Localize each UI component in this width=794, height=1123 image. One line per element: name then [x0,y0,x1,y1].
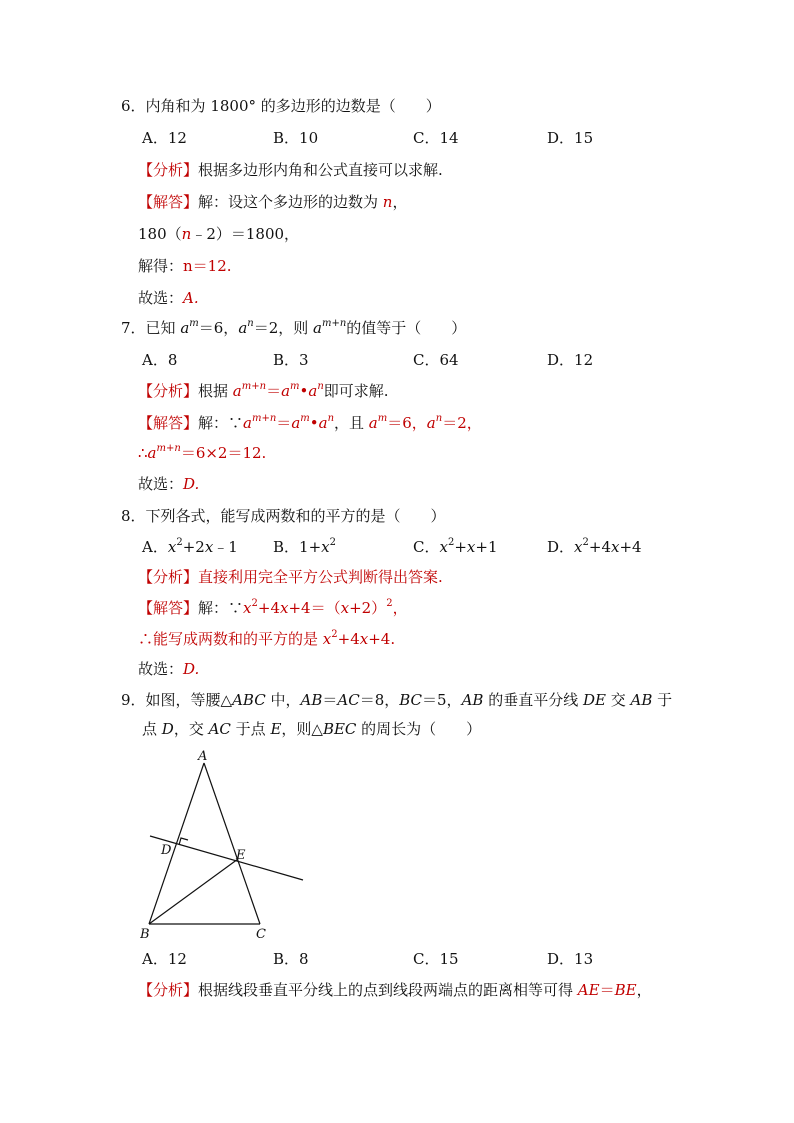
q9-analysis: 【分析】根据线段垂直平分线上的点到线段两端点的距离相等可得 AE＝BE， [138,981,652,999]
q7-answer: 故选：D. [138,475,200,493]
right-angle-mark [179,838,188,845]
vertex-label-a: A [198,749,208,764]
q8-answer: 故选：D. [138,660,200,678]
q7-option-a: A．8 [142,351,178,369]
q6-analysis: 【分析】根据多边形内角和公式直接可以求解. [138,161,443,179]
q7-option-d: D．12 [547,351,594,369]
q6-equation: 180（n﹣2）＝1800， [138,225,300,243]
point-label-d: D [161,843,172,858]
q8-analysis: 【分析】直接利用完全平方公式判断得出答案. [138,568,443,586]
q9-stem-line2: 点 D，交 AC 于点 E，则△BEC 的周长为（ ） [142,720,482,738]
q7-analysis: 【分析】根据 $a^{m+n}=a^m•a^n$即可求解. [138,381,389,400]
q8-option-b: B．$1+x^2$ [273,537,336,556]
q7-option-b: B．3 [273,351,309,369]
q8-result: ∴能写成两数和的平方的是 $x^2+4x+4$. [138,629,396,648]
q6-answer: 故选：A. [138,289,199,307]
q6-option-d: D．15 [547,129,594,147]
q7-result: $\therefore a^{m+n}=6\times 2=12$. [138,443,267,462]
q8-solution: 【解答】解：$\because x^2+4x+4=(x+2)^2$， [138,598,408,617]
q8-stem: 8．下列各式，能写成两数和的平方的是（ ） [121,507,446,525]
q9-stem-line1: 9．如图，等腰△ABC 中，AB＝AC＝8，BC＝5，AB 的垂直平分线 DE 交 AB 于 [121,691,673,709]
triangle-figure [140,748,310,946]
q6-result: 解得：n＝12. [138,257,232,275]
q6-solution: 【解答】解：设这个多边形的边数为 n， [138,193,408,211]
vertex-label-b: B [140,927,150,942]
side-ac [204,763,260,924]
q6-stem: 6．内角和为 1800° 的多边形的边数是（ ） [121,97,441,115]
vertex-label-c: C [256,927,266,942]
q9-option-d: D．13 [547,950,594,968]
q9-option-b: B．8 [273,950,309,968]
q8-option-d: D．$x^2+4x+4$ [547,537,642,556]
q6-option-a: A．12 [142,129,187,147]
q8-option-c: C．$x^2+x+1$ [413,537,498,556]
q6-option-c: C．14 [413,129,459,147]
q9-option-c: C．15 [413,950,459,968]
q8-option-a: A．$x^2+2x﹣1$ [142,537,238,556]
q7-solution: 【解答】解：$\because a^{m+n}=a^m•a^n$，且 $a^m=6$，$a^n=2$， [138,413,482,432]
q9-option-a: A．12 [142,950,187,968]
q7-option-c: C．64 [413,351,459,369]
point-label-e: E [236,848,246,863]
perpendicular-bisector-de [150,836,303,880]
q7-stem: 7．已知 $a^m=6$，$a^n=2$，则 $a^{m+n}$的值等于（ ） [121,318,467,337]
q6-option-b: B．10 [273,129,319,147]
segment-be [149,859,238,924]
